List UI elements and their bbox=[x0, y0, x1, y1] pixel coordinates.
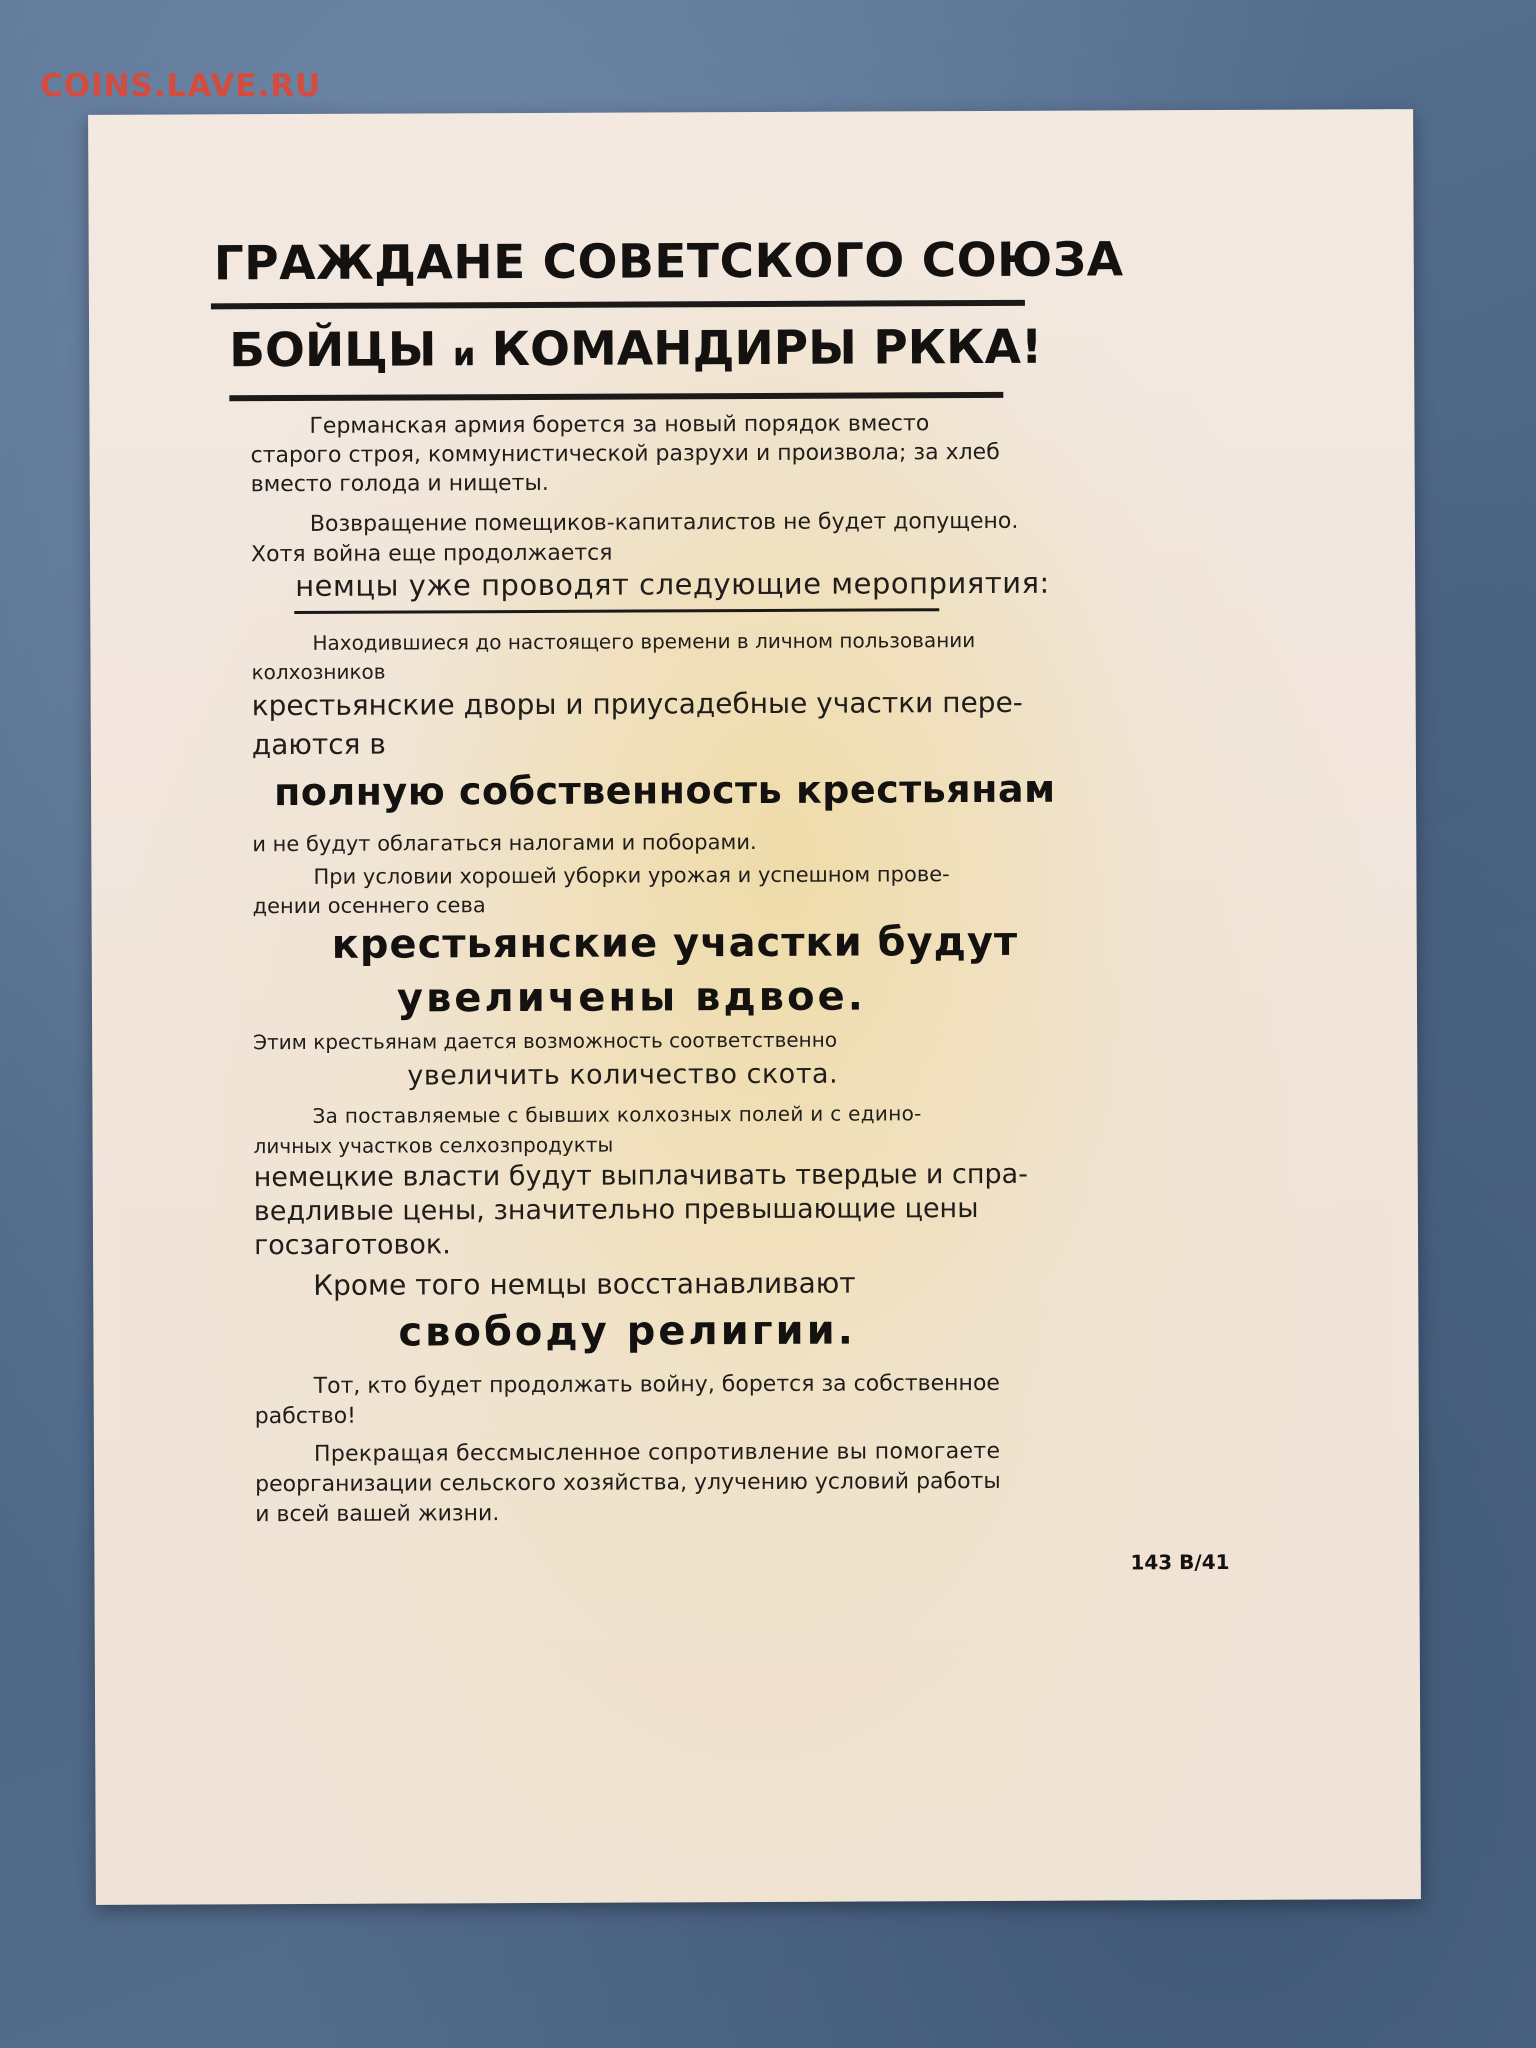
para11-line1: Прекращая бессмысленное сопротивление вы помогаете bbox=[313, 1438, 1001, 1467]
heading-line2-part-a: БОЙЦЫ bbox=[229, 322, 454, 379]
heading-underline-1 bbox=[211, 300, 1025, 310]
para8-line2: ведливые цены, значительно превышающие цены bbox=[253, 1193, 979, 1228]
para10-line1: Тот, кто будет продолжать войну, борется за собственное bbox=[313, 1370, 1000, 1399]
para2-line1: Возвращение помещиков-капиталистов не будет допущено. bbox=[309, 508, 1019, 537]
measures-underline bbox=[294, 608, 939, 614]
para3-line4: даются в bbox=[251, 727, 386, 762]
para5-line2: дении осеннего сева bbox=[252, 893, 486, 919]
plots-doubled-line1: крестьянские участки будут bbox=[331, 918, 1019, 968]
para3-line1: Находившиеся до настоящего времени в личном пользовании bbox=[312, 628, 976, 655]
leaflet-paper bbox=[88, 109, 1421, 1905]
measures-heading: немцы уже проводят следующие мероприятия: bbox=[295, 565, 1050, 604]
plots-doubled-line2: увеличены вдвое. bbox=[396, 973, 866, 1022]
para4: и не будут облагаться налогами и поборами. bbox=[252, 829, 757, 857]
para1-line3: вместо голода и нищеты. bbox=[250, 470, 549, 498]
leaflet-heading-line1: ГРАЖДАНЕ СОВЕТСКОГО СОЮЗА bbox=[213, 232, 1124, 292]
para8-line3: госзаготовок. bbox=[253, 1229, 451, 1262]
para7-line1: За поставляемые с бывших колхозных полей и с едино- bbox=[312, 1101, 922, 1128]
para3-line3: крестьянские дворы и приусадебные участки пере- bbox=[251, 685, 1023, 723]
religion-statement: свободу религии. bbox=[398, 1307, 856, 1356]
ownership-statement: полную собственность крестьянам bbox=[273, 766, 1056, 815]
para10-line2: рабство! bbox=[254, 1403, 357, 1430]
heading-line2-conjunction: и bbox=[452, 335, 476, 374]
heading-underline-2 bbox=[229, 392, 1003, 401]
site-watermark: COINS.LAVE.RU bbox=[40, 68, 322, 104]
para9: Кроме того немцы восстанавливают bbox=[313, 1266, 856, 1302]
para2-line2: Хотя война еще продолжается bbox=[250, 540, 613, 568]
para7-line2: личных участков селхозпродукты bbox=[253, 1132, 614, 1159]
cattle-statement: увеличить количество скота. bbox=[407, 1058, 839, 1092]
para1-line2: старого строя, коммунистической разрухи и произвола; за хлеб bbox=[250, 439, 1000, 469]
para3-line2: колхозников bbox=[251, 659, 386, 685]
para11-line2: реорганизации сельского хозяйства, улучению условий работы bbox=[255, 1468, 1001, 1498]
para5-line1: При условии хорошей уборки урожая и успешном прове- bbox=[313, 862, 950, 889]
heading-line2-part-b: КОМАНДИРЫ РККА! bbox=[475, 319, 1043, 378]
para1-line1: Германская армия борется за новый порядок вместо bbox=[309, 411, 930, 439]
print-code: 143 В/41 bbox=[1130, 1549, 1230, 1575]
para11-line3: и всей вашей жизни. bbox=[255, 1501, 500, 1528]
para8-line1: немецкие власти будут выплачивать твердые и спра- bbox=[253, 1158, 1028, 1194]
para6: Этим крестьянам дается возможность соответственно bbox=[253, 1027, 838, 1055]
leaflet-heading-line2 bbox=[229, 320, 1042, 379]
